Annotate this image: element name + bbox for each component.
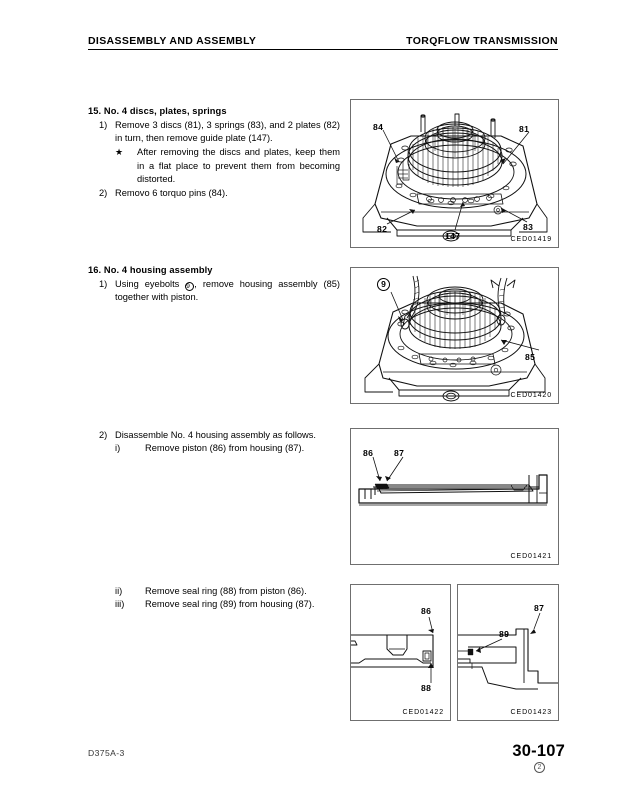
figure-code-ced01423: CED01423	[510, 709, 552, 716]
page-footer	[0, 742, 617, 793]
callout-88: 88	[421, 683, 432, 693]
section-16-substep-block	[115, 585, 345, 612]
section-16-substep-ii	[115, 585, 345, 598]
figure-code-ced01421: CED01421	[510, 553, 552, 560]
page-revision-badge: 2	[534, 762, 545, 773]
substep-text: Remove seal ring (89) from housing (87).	[145, 599, 315, 610]
callout-86-detail: 86	[421, 606, 432, 616]
substep-marker: i)	[115, 443, 121, 454]
substep-marker: ii)	[115, 586, 123, 596]
step-marker: 2)	[99, 430, 108, 440]
section-16-block	[88, 264, 340, 304]
callout-147: 147	[445, 231, 461, 241]
section-16-heading	[88, 264, 340, 277]
figure-code-ced01422: CED01422	[402, 709, 444, 716]
figure-panel-ced01421	[350, 428, 559, 565]
step-text: Remove 3 discs (81), 3 springs (83), and 2 plates (82) in turn, then remove guide plate (147).	[115, 120, 340, 144]
figure-drawing-ced01421	[351, 429, 558, 564]
callout-82: 82	[377, 224, 388, 234]
header-right-title: TORQFLOW TRANSMISSION	[406, 35, 558, 47]
step-marker: 1)	[99, 120, 108, 130]
callout-89: 89	[499, 629, 510, 639]
callout-9: 9	[377, 278, 390, 291]
figure-panel-ced01422	[350, 584, 451, 721]
figure-panel-ced01420	[350, 267, 559, 404]
callout-86: 86	[363, 448, 374, 458]
section-16-substep-iii	[115, 598, 345, 611]
section-15-step-1-note-wrap	[88, 146, 340, 186]
step-text: Disassemble No. 4 housing assembly as follows.	[115, 430, 317, 440]
section-16-number: 16.	[88, 265, 102, 275]
figure-panel-ced01423	[457, 584, 559, 721]
model-code: D375A-3	[88, 748, 125, 758]
section-15-number: 15.	[88, 106, 102, 116]
figure-panel-ced01419	[350, 99, 559, 248]
substep-text: Remove seal ring (88) from piston (86).	[145, 586, 307, 596]
step-marker: 2)	[99, 188, 108, 199]
section-15-step-1	[88, 119, 340, 145]
star-icon: ★	[115, 147, 124, 158]
callout-87: 87	[394, 448, 405, 458]
callout-83: 83	[523, 222, 534, 232]
step-text-before: Using eyebolts	[115, 279, 180, 289]
callout-84: 84	[373, 122, 384, 132]
step-text: Removo 6 torquo pins (84).	[115, 188, 228, 199]
note-text: After removing the discs and plates, keep them in a flat place to prevent them from becoming distorted.	[137, 147, 340, 184]
section-16-step-1	[88, 278, 340, 304]
figure-code-ced01419: CED01419	[510, 236, 552, 243]
substep-group-i	[88, 442, 340, 455]
page-number: 30-107	[512, 742, 565, 760]
callout-85: 85	[525, 352, 536, 362]
callout-81: 81	[519, 124, 530, 134]
step-marker: 1)	[99, 279, 108, 289]
figure-code-ced01420: CED01420	[510, 392, 552, 399]
section-16-title: No. 4 housing assembly	[103, 265, 213, 275]
section-15-note	[115, 146, 340, 186]
section-16-step-2-block	[88, 429, 340, 456]
section-16-substep-i	[115, 442, 340, 455]
section-15-block	[88, 105, 340, 200]
header-left-title: DISASSEMBLY AND ASSEMBLY	[88, 35, 257, 47]
section-15-step-2	[88, 187, 340, 200]
section-15-title: No. 4 discs, plates, springs	[103, 106, 227, 116]
substep-marker: iii)	[115, 599, 125, 610]
step-text-after: , remove housing assembly (85) together with piston.	[115, 279, 341, 303]
section-16-step-2	[88, 429, 340, 442]
substep-text: Remove piston (86) from housing (87).	[145, 443, 305, 454]
figure-drawing-ced01422	[351, 585, 450, 720]
eyebolt-tool-ref: 9	[185, 282, 194, 291]
callout-87-detail: 87	[534, 603, 545, 613]
section-15-heading	[88, 105, 340, 118]
